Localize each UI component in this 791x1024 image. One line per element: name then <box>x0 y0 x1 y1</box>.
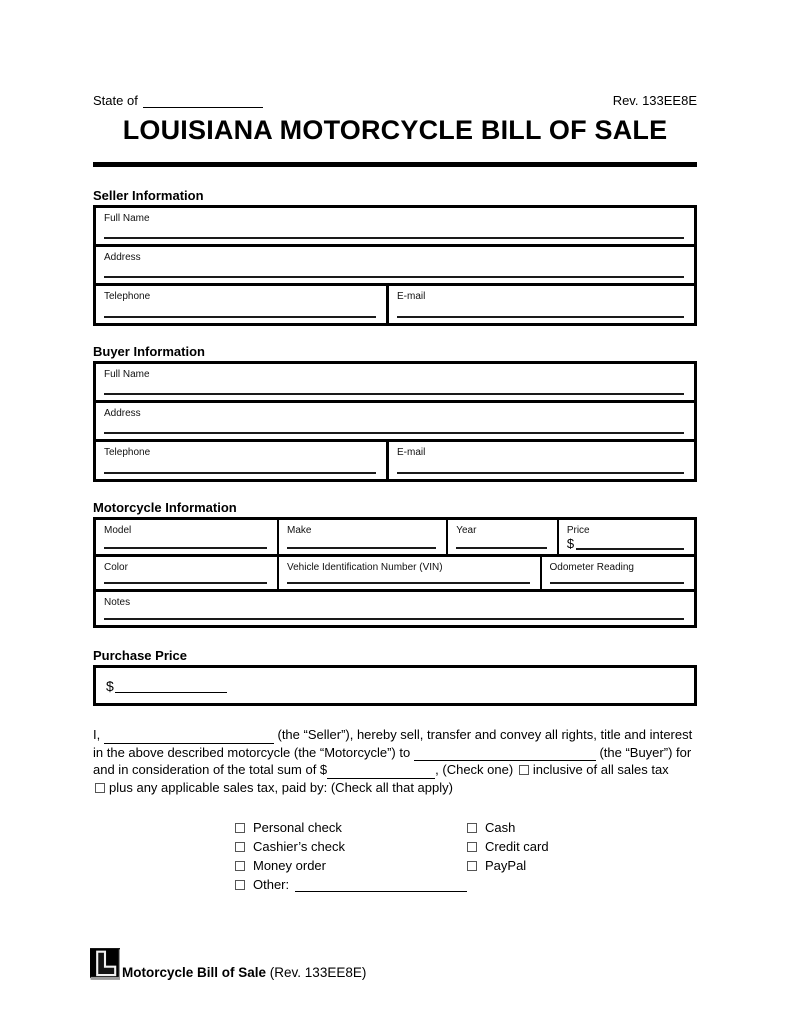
checkbox-plus-sales-tax[interactable] <box>95 783 105 793</box>
buyer-email-input[interactable] <box>397 472 684 474</box>
payment-label-other: Other: <box>253 877 290 892</box>
revision-label: Rev. 133EE8E <box>612 93 697 108</box>
seller-full-name-input[interactable] <box>104 237 684 239</box>
legal-text-2b: (the “Buyer”) for <box>599 744 692 760</box>
payment-label-money-order: Money order <box>253 858 326 873</box>
checkbox-inclusive-sales-tax[interactable] <box>519 765 529 775</box>
title-divider <box>93 162 697 167</box>
seller-address-input[interactable] <box>104 276 684 278</box>
buyer-info-box <box>93 361 697 482</box>
payment-label-cashiers-check: Cashier’s check <box>253 839 346 854</box>
buyer-telephone-input[interactable] <box>104 472 376 474</box>
make-input[interactable] <box>287 547 436 549</box>
seller-full-name-label: Full Name <box>104 213 150 224</box>
model-input[interactable] <box>104 547 267 549</box>
payment-option-personal-check <box>235 818 467 837</box>
legal-text-2a: in the above described motorcycle (the “Motorcycle”) to <box>93 744 411 760</box>
checkbox-paypal[interactable] <box>467 861 477 871</box>
payment-option-cashiers-check <box>235 837 467 856</box>
color-input[interactable] <box>104 582 267 584</box>
payment-label-credit-card: Credit card <box>485 839 549 854</box>
vin-label: Vehicle Identification Number (VIN) <box>286 562 443 573</box>
purchase-price-box <box>93 665 697 706</box>
checkbox-credit-card[interactable] <box>467 842 477 852</box>
seller-section-heading: Seller Information <box>93 188 204 203</box>
buyer-full-name-label: Full Name <box>104 369 150 380</box>
other-payment-input[interactable] <box>295 877 467 892</box>
motorcycle-info-box <box>93 517 697 628</box>
document-topline <box>93 93 697 108</box>
price-input[interactable] <box>576 548 684 550</box>
legal-text-4: plus any applicable sales tax, paid by: (Check all that apply) <box>109 779 453 795</box>
seller-telephone-input[interactable] <box>104 316 376 318</box>
payment-option-credit-card <box>467 837 549 856</box>
payment-label-paypal: PayPal <box>485 858 527 873</box>
buyer-name-blank[interactable] <box>414 747 596 761</box>
state-of-label: State of <box>93 93 138 108</box>
legal-text-3a: and in consideration of the total sum of $ <box>93 762 328 777</box>
payment-option-cash <box>467 818 549 837</box>
legal-paragraph <box>93 726 697 796</box>
buyer-email-label: E-mail <box>397 447 426 458</box>
footer-title-bold: Motorcycle Bill of Sale <box>122 965 267 980</box>
motorcycle-section-heading: Motorcycle Information <box>93 500 237 515</box>
seller-telephone-label: Telephone <box>104 291 151 302</box>
seller-email-input[interactable] <box>397 316 684 318</box>
checkbox-other[interactable] <box>235 880 245 890</box>
checkbox-cashiers-check[interactable] <box>235 842 245 852</box>
payment-option-money-order <box>235 856 467 875</box>
seller-name-blank[interactable] <box>104 730 274 744</box>
buyer-address-label: Address <box>104 408 141 419</box>
document-page <box>93 0 697 894</box>
payment-option-paypal <box>467 856 549 875</box>
model-label: Model <box>104 525 132 536</box>
notes-input[interactable] <box>104 618 684 620</box>
legal-templates-logo-icon <box>90 948 120 980</box>
footer-revision: (Rev. 133EE8E) <box>266 965 367 980</box>
state-of-input[interactable] <box>143 94 263 108</box>
odometer-label: Odometer Reading <box>549 562 634 573</box>
vin-input[interactable] <box>287 582 530 584</box>
buyer-telephone-label: Telephone <box>104 447 151 458</box>
price-currency-prefix: $ <box>566 536 575 551</box>
payment-label-cash: Cash <box>485 820 516 835</box>
seller-info-box <box>93 205 697 326</box>
seller-address-label: Address <box>104 252 141 263</box>
total-sum-blank[interactable] <box>327 765 435 779</box>
payment-methods <box>235 818 697 894</box>
purchase-price-currency-prefix: $ <box>106 677 114 694</box>
buyer-address-input[interactable] <box>104 432 684 434</box>
make-label: Make <box>286 525 312 536</box>
payment-label-personal-check: Personal check <box>253 820 342 835</box>
seller-email-label: E-mail <box>397 291 426 302</box>
legal-text-3b: , (Check one) <box>435 762 514 777</box>
checkbox-cash[interactable] <box>467 823 477 833</box>
checkbox-personal-check[interactable] <box>235 823 245 833</box>
purchase-price-heading: Purchase Price <box>93 648 187 663</box>
footer-brand <box>90 948 366 980</box>
payment-option-other <box>235 875 467 894</box>
legal-text-1b: (the “Seller”), hereby sell, transfer and convey all rights, title and interest <box>277 727 693 742</box>
buyer-full-name-input[interactable] <box>104 393 684 395</box>
price-label: Price <box>566 525 590 536</box>
page-title: LOUISIANA MOTORCYCLE BILL OF SALE <box>122 115 668 145</box>
color-label: Color <box>104 562 128 573</box>
notes-label: Notes <box>104 597 131 608</box>
checkbox-money-order[interactable] <box>235 861 245 871</box>
buyer-section-heading: Buyer Information <box>93 344 205 359</box>
purchase-price-input[interactable] <box>115 679 227 693</box>
legal-text-3c: inclusive of all sales tax <box>532 762 669 777</box>
year-label: Year <box>456 525 477 536</box>
legal-text-1a: I, <box>93 727 101 742</box>
odometer-input[interactable] <box>550 582 684 584</box>
year-input[interactable] <box>456 547 547 549</box>
